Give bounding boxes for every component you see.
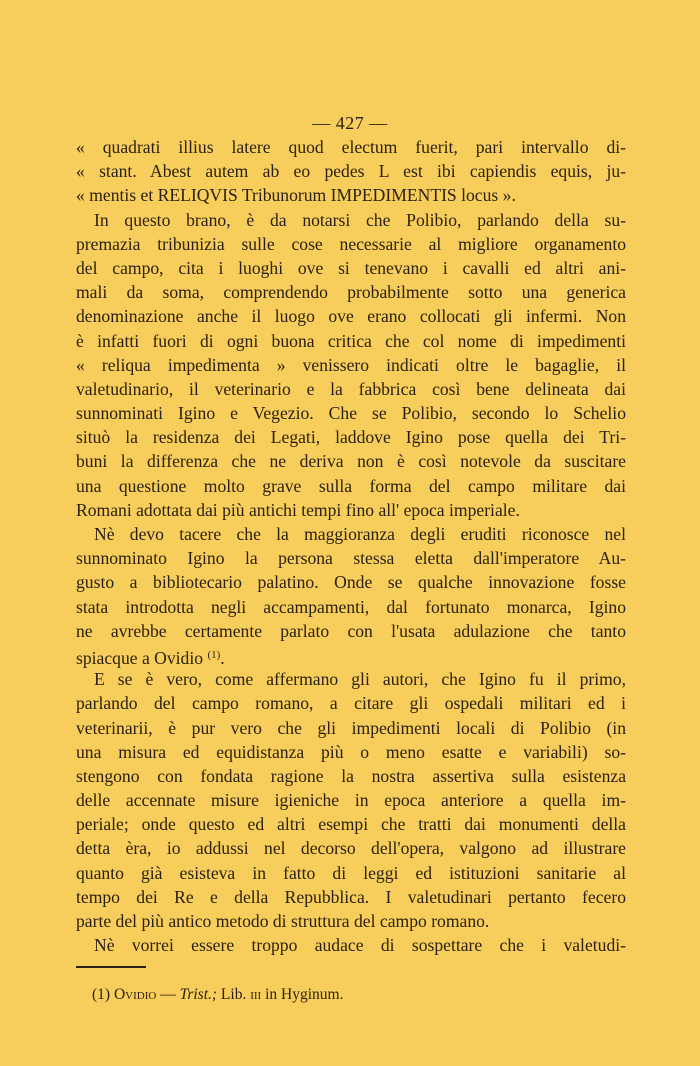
- paragraph-start-line: Nè vorrei essere troppo audace di sospettare che i valetudi-: [94, 935, 626, 956]
- body-text: [76, 135, 626, 957]
- text-line-with-footnote: spiacque a Ovidio $^{(1)}$.: [76, 647, 225, 668]
- footnote-text: Lib.: [220, 986, 247, 1003]
- text-line: stata introdotta negli accampamenti, dal fortunato monarca, Igino: [76, 596, 626, 617]
- text-line: mali da soma, comprendendo probabilmente sotto una generica: [76, 282, 626, 303]
- paragraph-start-line: In questo brano, è da notarsi che Polibio, parlando della su-: [94, 209, 626, 230]
- text-line: ne avrebbe certamente parlato con l'usata adulazione che tanto: [76, 620, 626, 641]
- footnote-work-title: Trist.;: [179, 986, 218, 1003]
- text-line: premazia tribunizia sulle cose necessarie al migliore organamento: [76, 233, 626, 254]
- text-line: « quadrati illius latere quod electum fuerit, pari intervallo di-: [76, 137, 626, 157]
- text-line: quanto già esisteva in fatto di leggi ed istituzioni sanitarie al: [76, 862, 626, 883]
- text-line: una misura ed equidistanza più o meno esatte e variabili) so-: [76, 741, 626, 762]
- text-line: stengono con fondata ragione la nostra assertiva sulla esistenza: [76, 765, 626, 786]
- text-line: una questione molto grave sulla forma del campo militare dai: [76, 475, 626, 496]
- paragraph-start-line: Nè devo tacere che la maggioranza degli eruditi riconosce nel: [94, 524, 626, 544]
- footnote: [92, 985, 343, 1005]
- text-line: è infatti fuori di ogni buona critica che col nome di impedimenti: [76, 330, 626, 351]
- footnote-book-number: iii: [250, 986, 262, 1003]
- footnote-dash: —: [160, 986, 176, 1003]
- text-line: sunnominati Igino e Vegezio. Che se Polibio, secondo lo Schelio: [76, 403, 626, 424]
- text-line: « reliqua impedimenta » venissero indicati oltre le bagaglie, il: [76, 354, 626, 375]
- text-line: valetudinario, il veterinario e la fabbrica così bene delineata dai: [76, 378, 626, 399]
- footnote-divider: [76, 966, 146, 968]
- text-line: parte del più antico metodo di struttura del campo romano.: [76, 911, 490, 931]
- text-line: situò la residenza dei Legati, laddove Igino pose quella dei Tri-: [76, 427, 626, 448]
- text-line: del campo, cita i luoghi ove si tenevano i cavalli ed altri ani-: [76, 257, 626, 278]
- text-line: detta èra, io addussi nel decorso dell'opera, valgono ad illustrare: [76, 838, 626, 859]
- text-line: tempo dei Re e della Repubblica. I valetudinari pertanto fecero: [76, 886, 626, 907]
- text-line: periale; onde questo ed altri esempi che tratti dai monumenti della: [76, 814, 626, 835]
- text-line: « mentis et RELIQVIS Tribunorum IMPEDIMENTIS locus ».: [76, 185, 516, 206]
- footnote-author: Ovidio: [113, 986, 157, 1003]
- page-number: — 427 —: [312, 113, 388, 133]
- text-segment: spiacque a Ovidio: [76, 647, 204, 668]
- text-line: veterinarii, è pur vero che gli impedimenti locali di Polibio (in: [76, 717, 626, 738]
- footnote-text: in Hyginum.: [265, 986, 344, 1003]
- text-line: sunnominato Igino la persona stessa eletta dall'imperatore Au-: [76, 548, 626, 569]
- text-line: delle accennate misure igieniche in epoca anteriore a quella im-: [76, 790, 626, 811]
- text-line: Romani adottata dai più antichi tempi fino all' epoca imperiale.: [76, 499, 520, 520]
- text-line: « stant. Abest autem ab eo pedes L est ibi capiendis equis, ju-: [76, 161, 626, 182]
- text-line: parlando del campo romano, a citare gli ospedali militari ed i: [76, 693, 626, 714]
- footnote-number: (1): [92, 986, 111, 1003]
- text-line: gusto a bibliotecario palatino. Onde se qualche innovazione fosse: [76, 572, 626, 593]
- paragraph-start-line: E se è vero, come affermano gli autori, che Igino fu il primo,: [94, 669, 626, 690]
- text-line: denominazione anche il luogo ove erano collocati gli infermi. Non: [76, 306, 626, 327]
- footnote-marker[interactable]: (1): [207, 648, 221, 661]
- text-line: buni la differenza che ne deriva non è così notevole da suscitare: [76, 451, 626, 472]
